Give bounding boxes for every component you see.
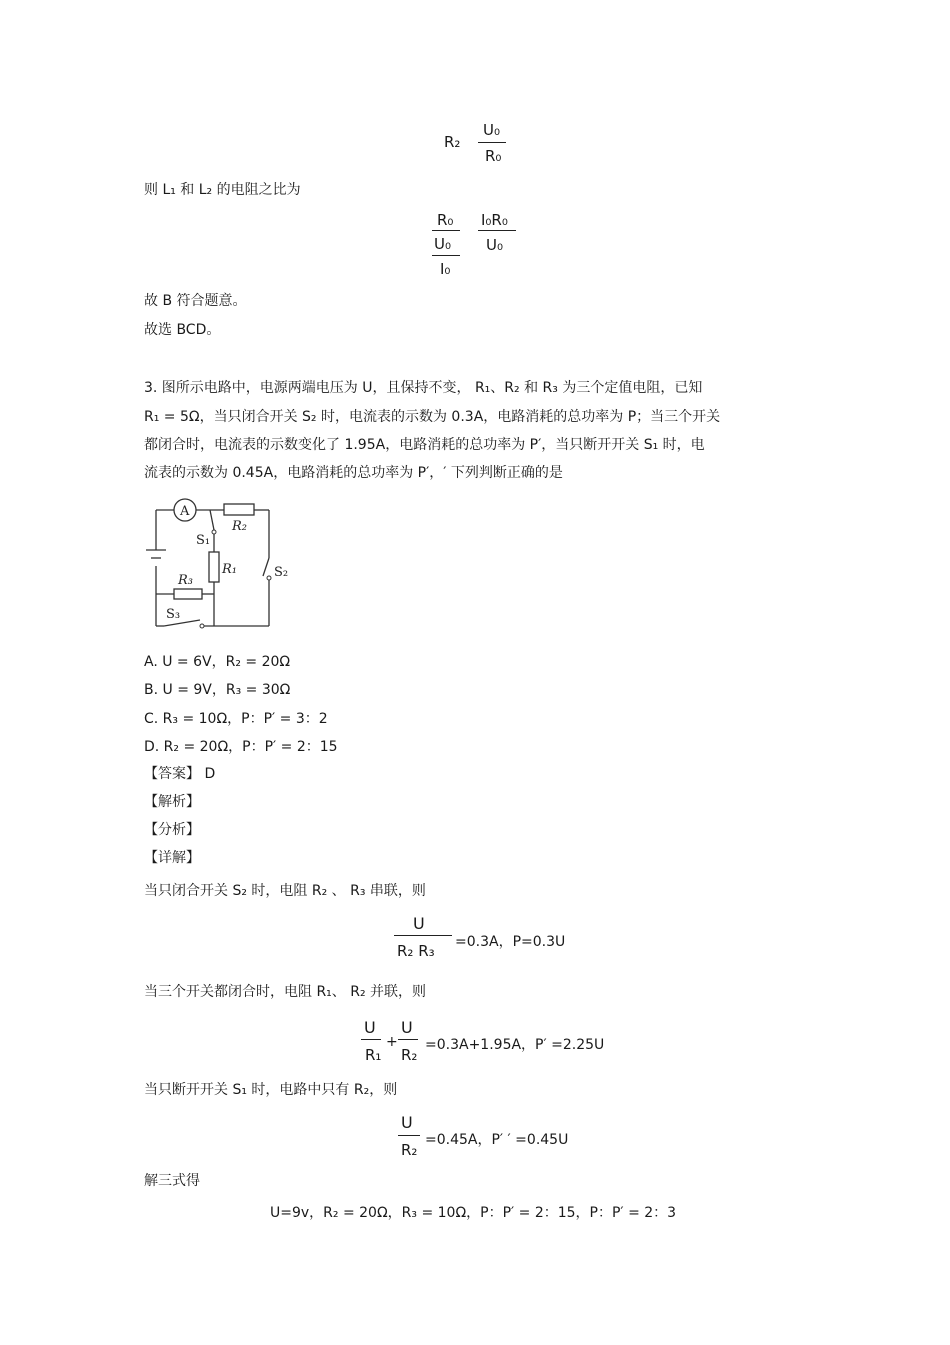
step2-den1: R₁ <box>365 1046 382 1064</box>
fraction-bar <box>361 1039 381 1040</box>
fraction-bar <box>398 1135 420 1136</box>
fraction-bar <box>478 142 506 143</box>
step2-num1: U <box>364 1018 376 1037</box>
problem-line-4: 流表的示数为 0.45A，电路消耗的总功率为 P′，′ 下列判断正确的是 <box>144 465 563 481</box>
problem-line-1: 3. 图所示电路中，电源两端电压为 U，且保持不变， R₁、R₂ 和 R₃ 为三个定值电阻，已知 <box>144 380 703 396</box>
formula-denominator: R₀ <box>485 147 502 165</box>
step1-den: R₂ R₃ <box>397 942 435 960</box>
option-a: A. U = 6V，R₂ = 20Ω <box>144 654 291 670</box>
r2-label: R₂ <box>232 519 247 534</box>
ratio-left-den: I₀ <box>440 260 451 278</box>
section-analysis: 【解析】 <box>144 794 200 810</box>
step3-rhs: =0.45A，P′ ′ =0.45U <box>425 1132 569 1148</box>
step1-num: U <box>413 914 425 933</box>
step2-plus: + <box>386 1034 398 1050</box>
step1-text: 当只闭合开关 S₂ 时，电阻 R₂ 、 R₃ 串联，则 <box>144 883 426 899</box>
r1-label: R₁ <box>222 562 237 577</box>
step2-rhs: =0.3A+1.95A，P′ =2.25U <box>425 1037 605 1053</box>
step3-num: U <box>401 1113 413 1132</box>
circuit-diagram <box>144 490 294 640</box>
solve-label: 解三式得 <box>144 1173 200 1189</box>
ratio-left-mid: U₀ <box>434 235 451 253</box>
solution: U=9v，R₂ = 20Ω，R₃ = 10Ω，P：P′ = 2：15，P：P′ = 2：3 <box>270 1205 677 1221</box>
formula-numerator: U₀ <box>483 121 500 139</box>
option-b: B. U = 9V，R₃ = 30Ω <box>144 682 291 698</box>
section-outline: 【分析】 <box>144 822 200 838</box>
fraction-bar <box>432 230 460 231</box>
option-d: D. R₂ = 20Ω，P：P′ = 2：15 <box>144 739 338 755</box>
ammeter-label: A <box>180 504 190 519</box>
fraction-bar <box>432 255 460 256</box>
formula-lhs: R₂ <box>444 133 461 151</box>
step3-den: R₂ <box>401 1141 418 1159</box>
s1-label: S₁ <box>196 533 211 548</box>
fraction-bar <box>478 230 516 231</box>
s2-label: S₂ <box>274 565 289 580</box>
section-detail: 【详解】 <box>144 850 200 866</box>
step2-text: 当三个开关都闭合时，电阻 R₁、 R₂ 并联，则 <box>144 984 427 1000</box>
step1-rhs: =0.3A，P=0.3U <box>455 934 566 950</box>
step2-den2: R₂ <box>401 1046 418 1064</box>
answer: 【答案】 D <box>144 766 216 782</box>
ratio-right-den: U₀ <box>486 236 503 254</box>
conclusion-b: 故 B 符合题意。 <box>144 293 247 309</box>
problem-line-2: R₁ = 5Ω，当只闭合开关 S₂ 时，电流表的示数为 0.3A，电路消耗的总功率为 P；当三个开关 <box>144 409 721 425</box>
option-c: C. R₃ = 10Ω，P：P′ = 3：2 <box>144 711 328 727</box>
problem-line-3: 都闭合时，电流表的示数变化了 1.95A，电路消耗的总功率为 P′，当只断开开关 S₁ 时，电 <box>144 437 705 453</box>
fraction-bar <box>398 1039 418 1040</box>
ratio-intro: 则 L₁ 和 L₂ 的电阻之比为 <box>144 182 301 198</box>
step3-text: 当只断开开关 S₁ 时，电路中只有 R₂，则 <box>144 1082 398 1098</box>
r3-label: R₃ <box>178 573 193 588</box>
step2-num2: U <box>401 1018 413 1037</box>
fraction-bar <box>394 935 452 936</box>
ratio-right-num: I₀R₀ <box>481 211 508 229</box>
ratio-left-num: R₀ <box>437 211 454 229</box>
s3-label: S₃ <box>166 607 181 622</box>
conclusion-select: 故选 BCD。 <box>144 322 221 338</box>
